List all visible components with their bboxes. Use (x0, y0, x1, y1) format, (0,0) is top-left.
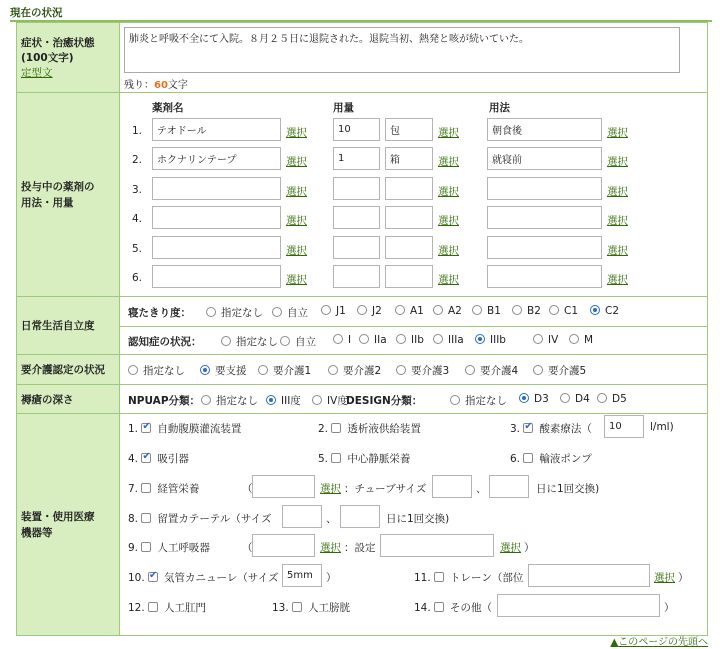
med-3-usage-select[interactable]: 選択 (607, 185, 628, 198)
dementia-radio-2[interactable] (280, 336, 290, 346)
npuap-radio-2[interactable] (266, 395, 276, 405)
bedridden-option-9[interactable] (549, 305, 578, 317)
remaining-count: 60 (154, 79, 168, 91)
device-9-paren: （ (242, 541, 253, 554)
dementia-option-label-6: IIIa (448, 333, 464, 346)
care-level-option-label-2: 要支援 (215, 364, 247, 377)
tube-sep: 、 (476, 482, 487, 495)
med-3-drug-input[interactable] (152, 177, 281, 200)
status-form (16, 22, 708, 636)
med-6-unit-input[interactable] (385, 265, 433, 288)
dementia-radio-5[interactable] (396, 334, 406, 344)
med-2-dose-input[interactable] (333, 147, 380, 170)
med-2-unit-input[interactable] (385, 147, 433, 170)
remaining-chars (124, 76, 188, 91)
care-level-option-7[interactable] (533, 363, 586, 378)
col-drug-name: 薬剤名 (152, 101, 184, 114)
tube-interval-input[interactable] (489, 475, 529, 498)
bedridden-option-2[interactable] (272, 305, 308, 320)
device-9-close: ） (524, 541, 535, 554)
dementia-option-5[interactable] (396, 334, 424, 346)
care-level-radio-4[interactable] (328, 365, 338, 375)
med-1-drug-input[interactable] (152, 118, 281, 141)
med-6-drug-input[interactable] (152, 265, 281, 288)
device-12-checkbox[interactable] (148, 602, 158, 612)
device-3-checkbox[interactable] (523, 423, 533, 433)
med-3-usage-input[interactable] (487, 177, 602, 200)
device-1-label: 自動腹膜灌流装置 (157, 422, 242, 435)
dementia-radio-4[interactable] (359, 334, 369, 344)
section-title: 現在の状況 (10, 7, 63, 19)
device-2[interactable] (318, 421, 421, 436)
med-5-usage-select[interactable]: 選択 (607, 244, 628, 257)
catheter-sep: 、 (326, 512, 337, 525)
bedridden-option-label-9: C1 (564, 304, 579, 317)
device-7-no: 7. (128, 482, 139, 495)
device-10[interactable] (128, 570, 279, 585)
med-4-usage-select[interactable]: 選択 (607, 215, 628, 227)
med-6-drug-select[interactable]: 選択 (286, 274, 307, 286)
device-6-label: 輸液ポンプ (539, 452, 592, 465)
catheter-interval-input[interactable] (340, 505, 380, 528)
med-1-unit-input[interactable] (385, 118, 433, 141)
care-level-option-6[interactable] (465, 363, 518, 378)
med-3-unit-input[interactable] (385, 177, 433, 200)
npuap-radio-3[interactable] (312, 395, 322, 405)
bedridden-option-6[interactable] (433, 305, 462, 317)
meds-label: 投与中の薬剤の 用法・用量 (21, 180, 95, 209)
device-6-no: 6. (510, 452, 521, 465)
device-10-no: 10. (128, 571, 145, 584)
device-4-label: 吸引器 (157, 452, 189, 465)
npuap-option-3[interactable] (312, 393, 348, 408)
med-5-drug-select[interactable]: 選択 (286, 244, 307, 257)
dementia-option-label-8: IV (548, 333, 559, 346)
device-13-no: 13. (272, 601, 289, 614)
device-12[interactable] (128, 600, 206, 615)
symptoms-label: 症状・治癒状態 (100文字) (21, 36, 95, 64)
bedridden-radio-10[interactable] (590, 305, 600, 315)
med-1-usage-select[interactable]: 選択 (607, 126, 628, 139)
dementia-option-label-2: 自立 (295, 335, 316, 348)
med-1-dose-input[interactable] (333, 118, 380, 141)
care-level-option-5[interactable] (396, 363, 449, 378)
other-device-input[interactable] (497, 594, 660, 617)
care-level-option-3[interactable] (258, 363, 311, 378)
med-3-dose-input[interactable] (333, 177, 380, 200)
device-13-label: 人工膀胱 (308, 601, 351, 614)
med-4-usage-input[interactable] (487, 206, 602, 229)
device-13[interactable] (272, 600, 350, 615)
npuap-option-2[interactable] (266, 393, 301, 408)
med-6-usage-select[interactable]: 選択 (607, 274, 628, 286)
dementia-option-label-5: IIb (411, 333, 424, 346)
care-level-option-4[interactable] (328, 363, 381, 378)
col-usage: 用法 (489, 101, 510, 114)
device-14-close: ） (664, 601, 675, 614)
dementia-option-6[interactable] (433, 334, 464, 346)
device-1-no: 1. (128, 422, 139, 435)
device-1[interactable] (128, 421, 241, 436)
med-5-drug-input[interactable] (152, 236, 281, 259)
device-14-no: 14. (414, 601, 431, 614)
dementia-radio-9[interactable] (569, 334, 579, 344)
device-14[interactable] (414, 600, 492, 615)
device-9-no: 9. (128, 541, 139, 554)
ventilator-setting-select[interactable]: 選択 (500, 541, 521, 554)
device-7[interactable] (128, 481, 199, 496)
med-1-unit-select[interactable]: 選択 (438, 126, 459, 139)
remaining-prefix: 残り： (124, 79, 154, 91)
bedridden-radio-3[interactable] (321, 305, 331, 315)
adl-label: 日常生活自立度 (21, 320, 95, 332)
med-6-dose-input[interactable] (333, 265, 380, 288)
dementia-radio-3[interactable] (333, 334, 343, 344)
med-row-3-no: 3. (132, 183, 143, 196)
care-level-radio-6[interactable] (465, 365, 475, 375)
device-11-label: トレーン（部位 (450, 571, 524, 584)
care-level-option-label-7: 要介護5 (548, 364, 587, 377)
catheter-interval-suffix: 日に1回交換) (386, 512, 450, 525)
bedridden-option-label-2: 自立 (287, 306, 308, 319)
bedridden-option-label-4: J2 (372, 304, 382, 317)
med-6-unit-select[interactable]: 選択 (438, 274, 459, 286)
symptoms-textarea[interactable]: 肺炎と呼吸不全にて入院。８月２５日に退院された。退院当初、熱発と咳が続いていた。 (124, 27, 680, 73)
med-6-usage-input[interactable] (487, 265, 602, 288)
dementia-option-label-3: I (348, 333, 352, 346)
devices-label: 装置・使用医療 機器等 (21, 510, 95, 539)
device-4-no: 4. (128, 452, 139, 465)
ulcer-label: 褥瘡の深さ (21, 393, 74, 406)
bedridden-option-10[interactable] (590, 305, 619, 317)
bedridden-radio-8[interactable] (512, 305, 522, 315)
device-6-checkbox[interactable] (523, 453, 533, 463)
med-2-unit-select[interactable]: 選択 (438, 156, 459, 168)
design-option-label-3: D4 (575, 392, 590, 405)
device-5-no: 5. (318, 452, 329, 465)
med-5-unit-input[interactable] (385, 236, 433, 259)
device-13-checkbox[interactable] (292, 602, 302, 612)
med-5-usage-input[interactable] (487, 236, 602, 259)
design-option-label-2: D3 (534, 392, 549, 405)
dementia-option-8[interactable] (533, 334, 558, 346)
device-3[interactable] (510, 421, 592, 436)
device-2-checkbox[interactable] (331, 423, 341, 433)
symptoms-label-cell (17, 23, 120, 93)
device-12-no: 12. (128, 601, 145, 614)
npuap-option-1[interactable] (201, 393, 258, 408)
device-8-no: 8. (128, 512, 139, 525)
dementia-label: 認知症の状況： (128, 335, 202, 348)
oxygen-unit: l/ml) (650, 420, 674, 433)
design-option-4[interactable] (597, 393, 627, 405)
device-10-label: 気管カニューレ（サイズ (164, 571, 279, 584)
care-level-option-1[interactable] (128, 363, 185, 378)
med-3-unit-select[interactable]: 選択 (438, 185, 459, 198)
dementia-option-3[interactable] (333, 334, 351, 346)
device-7-paren: （ (242, 482, 253, 495)
dementia-radio-7[interactable] (475, 334, 485, 344)
med-2-usage-select[interactable]: 選択 (607, 156, 628, 168)
device-11-checkbox[interactable] (434, 572, 444, 582)
med-1-drug-select[interactable]: 選択 (286, 126, 307, 139)
device-5[interactable] (318, 451, 410, 466)
bedridden-option-label-7: B1 (487, 304, 501, 317)
design-label: DESIGN分類： (346, 394, 423, 407)
med-row-2-no: 2. (132, 154, 143, 166)
dementia-option-2[interactable] (280, 334, 316, 349)
care-level-radio-1[interactable] (128, 365, 138, 375)
device-9-label: 人工呼吸器 (157, 541, 210, 554)
care-level-option-label-3: 要介護1 (273, 364, 312, 377)
med-2-drug-select[interactable]: 選択 (286, 156, 307, 168)
col-dose: 用量 (333, 101, 354, 114)
device-7-label: 経管栄養 (157, 482, 200, 495)
design-radio-4[interactable] (597, 393, 607, 403)
device-2-label: 透析液供給装置 (347, 422, 421, 435)
device-4-checkbox[interactable] (141, 453, 151, 463)
tube-feeding-select[interactable]: 選択 (320, 482, 341, 495)
design-option-3[interactable] (560, 393, 590, 405)
dementia-option-1[interactable] (221, 334, 278, 349)
care-level-option-label-5: 要介護3 (411, 364, 450, 377)
care-level-radio-2[interactable] (200, 365, 210, 375)
med-4-unit-input[interactable] (385, 206, 433, 229)
device-14-label: その他（ (450, 601, 493, 614)
care-level-option-label-1: 指定なし (143, 364, 185, 377)
cannula-size-input[interactable] (282, 564, 322, 587)
bedridden-label: 寝たきり度： (128, 306, 191, 319)
care-level-option-label-4: 要介護2 (343, 364, 382, 377)
med-row-1-no: 1. (132, 124, 143, 137)
npuap-label: NPUAP分類： (128, 394, 201, 407)
device-5-checkbox[interactable] (331, 453, 341, 463)
device-6[interactable] (510, 451, 592, 466)
remaining-suffix: 文字 (167, 79, 188, 91)
ventilator-setting-input[interactable] (380, 534, 494, 557)
page-top-link[interactable]: ▲このページの先頭へ (610, 637, 708, 648)
bedridden-option-label-6: A2 (448, 304, 462, 317)
dementia-option-label-1: 指定なし (236, 335, 278, 348)
device-11-close: ） (678, 571, 689, 584)
tube-size-input[interactable] (432, 475, 472, 498)
dementia-radio-8[interactable] (533, 334, 543, 344)
adl-divider (120, 326, 707, 327)
ventilator-setting-label: ：設定 (344, 541, 376, 554)
device-1-checkbox[interactable] (141, 423, 151, 433)
npuap-option-label-1: 指定なし (216, 394, 258, 407)
bedridden-option-label-1: 指定なし (221, 306, 263, 319)
med-5-unit-select[interactable]: 選択 (438, 244, 459, 257)
device-10-close: ） (326, 571, 337, 584)
bedridden-option-3[interactable] (321, 305, 346, 317)
device-3-label: 酸素療法（ (539, 422, 592, 435)
dementia-radio-1[interactable] (221, 336, 231, 346)
device-9[interactable] (128, 540, 210, 555)
bedridden-option-label-8: B2 (527, 304, 541, 317)
bedridden-option-label-3: J1 (336, 304, 346, 317)
device-8[interactable] (128, 511, 272, 526)
bedridden-radio-9[interactable] (549, 305, 559, 315)
design-radio-3[interactable] (560, 393, 570, 403)
med-2-usage-input[interactable] (487, 147, 602, 170)
med-2-drug-input[interactable] (152, 147, 281, 170)
care-level-option-label-6: 要介護4 (480, 364, 519, 377)
bedridden-option-5[interactable] (395, 305, 424, 317)
ventilator-input[interactable] (252, 534, 315, 557)
bedridden-option-7[interactable] (472, 305, 501, 317)
design-option-1[interactable] (450, 393, 507, 408)
drain-site-input[interactable] (528, 564, 650, 587)
oxygen-rate-input[interactable] (604, 415, 644, 438)
care-level-radio-5[interactable] (396, 365, 406, 375)
dementia-option-4[interactable] (359, 334, 387, 346)
design-option-label-1: 指定なし (465, 394, 507, 407)
device-5-label: 中心静脈栄養 (347, 452, 411, 465)
med-4-unit-select[interactable]: 選択 (438, 215, 459, 227)
care-level-label: 要介護認定の状況 (21, 364, 105, 376)
dementia-option-label-7: IIIb (490, 333, 506, 346)
device-12-label: 人工肛門 (164, 601, 207, 614)
device-8-label: 留置カテーテル（サイズ (157, 512, 272, 525)
device-8-checkbox[interactable] (141, 513, 151, 523)
drain-select[interactable]: 選択 (654, 571, 675, 584)
device-3-no: 3. (510, 422, 521, 435)
template-text-link[interactable]: 定型文 (21, 66, 53, 79)
catheter-size-input[interactable] (282, 505, 322, 528)
dementia-option-7[interactable] (475, 334, 506, 346)
design-option-label-4: D5 (612, 392, 627, 405)
bedridden-option-label-5: A1 (410, 304, 424, 317)
design-option-2[interactable] (519, 393, 549, 405)
tube-size-label: ：チューブサイズ (344, 482, 427, 495)
device-10-checkbox[interactable] (148, 572, 158, 582)
med-row-4-no: 4. (132, 213, 143, 225)
ventilator-select[interactable]: 選択 (320, 541, 341, 554)
care-level-radio-7[interactable] (533, 365, 543, 375)
med-3-drug-select[interactable]: 選択 (286, 185, 307, 198)
npuap-option-label-2: III度 (281, 394, 301, 407)
npuap-radio-1[interactable] (201, 395, 211, 405)
device-7-checkbox[interactable] (141, 483, 151, 493)
device-11[interactable] (414, 570, 523, 585)
med-4-dose-input[interactable] (333, 206, 380, 229)
design-radio-2[interactable] (519, 393, 529, 403)
bedridden-option-label-10: C2 (605, 304, 620, 317)
care-level-option-2[interactable] (200, 363, 247, 378)
care-level-radio-3[interactable] (258, 365, 268, 375)
med-row-6-no: 6. (132, 272, 143, 284)
device-14-checkbox[interactable] (434, 602, 444, 612)
device-9-checkbox[interactable] (141, 542, 151, 552)
med-4-drug-select[interactable]: 選択 (286, 215, 307, 227)
design-radio-1[interactable] (450, 395, 460, 405)
device-11-no: 11. (414, 571, 431, 584)
device-4[interactable] (128, 451, 189, 466)
bedridden-radio-2[interactable] (272, 307, 282, 317)
bedridden-option-1[interactable] (206, 305, 263, 320)
bedridden-radio-4[interactable] (357, 305, 367, 315)
med-4-drug-input[interactable] (152, 206, 281, 229)
device-2-no: 2. (318, 422, 329, 435)
bedridden-option-8[interactable] (512, 305, 541, 317)
bedridden-radio-7[interactable] (472, 305, 482, 315)
bedridden-radio-1[interactable] (206, 307, 216, 317)
dementia-option-label-9: M (584, 333, 594, 346)
bedridden-radio-5[interactable] (395, 305, 405, 315)
med-5-dose-input[interactable] (333, 236, 380, 259)
npuap-option-label-3: IV度 (327, 394, 348, 407)
tube-interval-suffix: 日に1回交換) (536, 482, 600, 495)
bedridden-option-4[interactable] (357, 305, 382, 317)
dementia-radio-6[interactable] (433, 334, 443, 344)
med-row-5-no: 5. (132, 242, 143, 255)
dementia-option-label-4: IIa (374, 333, 387, 346)
med-1-usage-input[interactable] (487, 118, 602, 141)
dementia-option-9[interactable] (569, 334, 593, 346)
bedridden-radio-6[interactable] (433, 305, 443, 315)
tube-feeding-input[interactable] (252, 475, 315, 498)
